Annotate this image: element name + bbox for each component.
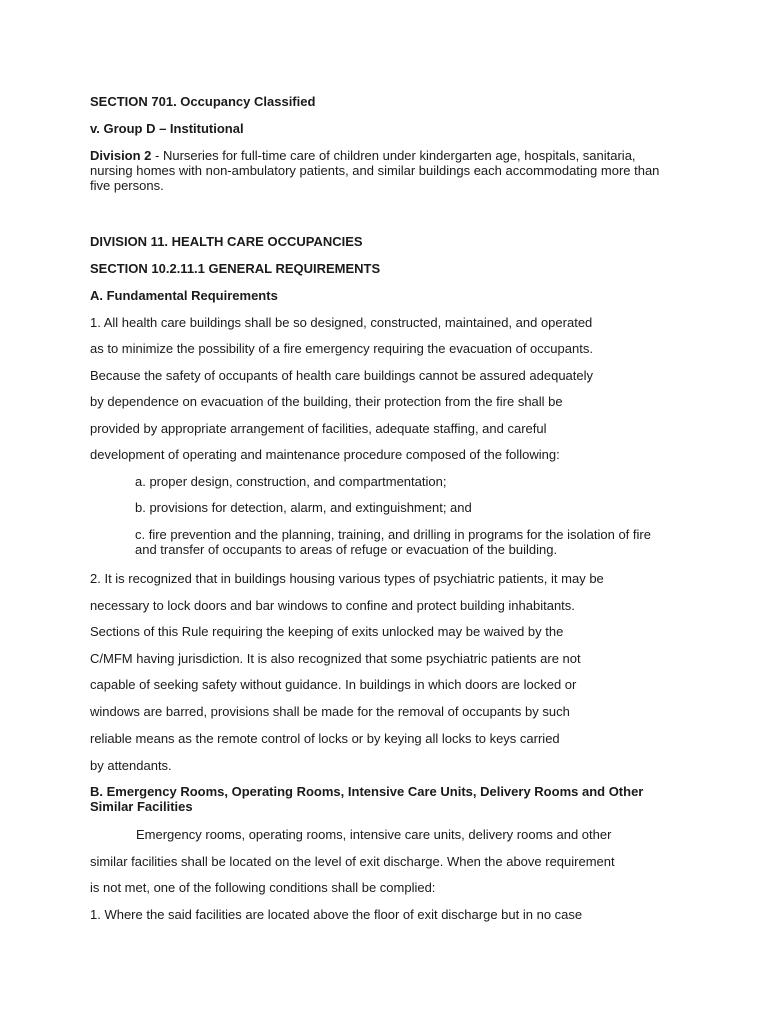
list-item-a: a. proper design, construction, and compartmentation; bbox=[135, 474, 447, 489]
paragraph-2-line: windows are barred, provisions shall be made for the removal of occupants by such bbox=[90, 704, 570, 719]
paragraph-2-line: capable of seeking safety without guidance. In buildings in which doors are locked or bbox=[90, 677, 577, 692]
paragraph-2-line: 2. It is recognized that in buildings housing various types of psychiatric patients, it may be bbox=[90, 571, 604, 586]
section-10-2-11-1-heading: SECTION 10.2.11.1 GENERAL REQUIREMENTS bbox=[90, 261, 381, 276]
list-item-b: b. provisions for detection, alarm, and extinguishment; and bbox=[135, 500, 472, 515]
fundamental-requirements-heading: A. Fundamental Requirements bbox=[90, 288, 278, 303]
paragraph-2-line: C/MFM having jurisdiction. It is also recognized that some psychiatric patients are not bbox=[90, 651, 581, 666]
paragraph-2-line: necessary to lock doors and bar windows to confine and protect building inhabitants. bbox=[90, 598, 575, 613]
paragraph-1-line: provided by appropriate arrangement of facilities, adequate staffing, and careful bbox=[90, 421, 547, 436]
group-d-heading: v. Group D – Institutional bbox=[90, 121, 244, 136]
division-2-text: - Nurseries for full-time care of children under kindergarten age, hospitals, sanitaria, nursing homes with non-ambulatory patients, and similar buildings each accommodating more than five persons. bbox=[90, 148, 660, 193]
paragraph-2-line: reliable means as the remote control of locks or by keying all locks to keys carried bbox=[90, 731, 560, 746]
paragraph-1-line: Because the safety of occupants of health care buildings cannot be assured adequately bbox=[90, 368, 594, 383]
division-2-paragraph bbox=[90, 148, 680, 193]
paragraph-3-line: 1. Where the said facilities are located above the floor of exit discharge but in no case bbox=[90, 907, 583, 922]
paragraph-3-line: Emergency rooms, operating rooms, intensive care units, delivery rooms and other bbox=[136, 827, 612, 842]
paragraph-3-line: is not met, one of the following conditions shall be complied: bbox=[90, 880, 436, 895]
division-11-heading: DIVISION 11. HEALTH CARE OCCUPANCIES bbox=[90, 234, 363, 249]
section-701-heading: SECTION 701. Occupancy Classified bbox=[90, 94, 316, 109]
paragraph-3-line: similar facilities shall be located on the level of exit discharge. When the above requirement bbox=[90, 854, 615, 869]
list-item-c: c. fire prevention and the planning, training, and drilling in programs for the isolation of fire and transfer of occupants to areas of refuge or evacuation of the building. bbox=[135, 527, 651, 557]
division-2-label: Division 2 bbox=[90, 148, 152, 163]
paragraph-1-line: by dependence on evacuation of the building, their protection from the fire shall be bbox=[90, 394, 563, 409]
paragraph-1-line: as to minimize the possibility of a fire emergency requiring the evacuation of occupants. bbox=[90, 341, 593, 356]
paragraph-1-line: 1. All health care buildings shall be so designed, constructed, maintained, and operated bbox=[90, 315, 593, 330]
paragraph-2-line: by attendants. bbox=[90, 758, 172, 773]
paragraph-1-line: development of operating and maintenance procedure composed of the following: bbox=[90, 447, 560, 462]
paragraph-2-line: Sections of this Rule requiring the keeping of exits unlocked may be waived by the bbox=[90, 624, 564, 639]
emergency-rooms-heading: B. Emergency Rooms, Operating Rooms, Intensive Care Units, Delivery Rooms and Other Similar Facilities bbox=[90, 784, 644, 814]
